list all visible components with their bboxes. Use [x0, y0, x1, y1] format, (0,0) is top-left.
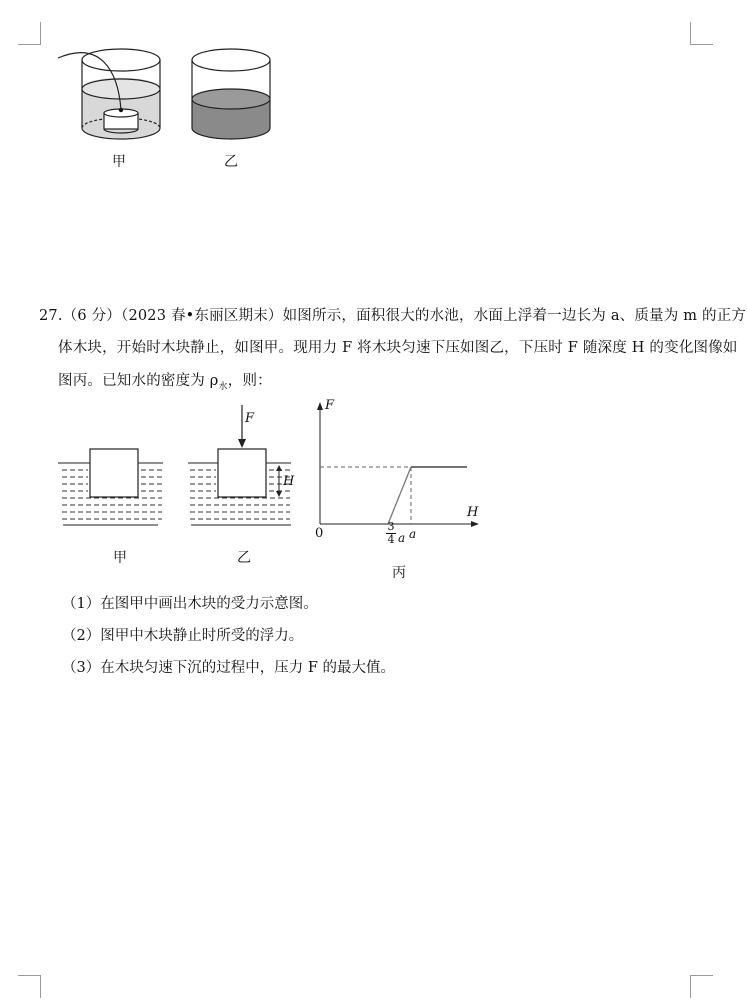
- graph-line: [388, 467, 411, 524]
- question-line-1: 27.（6 分）（2023 春•东丽区期末）如图所示，面积很大的水池，水面上浮着一边长为 a、质量为 m 的正方: [39, 308, 747, 324]
- figure-yi-label: 乙: [237, 550, 251, 566]
- subquestion-1: （1）在图甲中画出木块的受力示意图。: [62, 596, 318, 612]
- subquestion-2: （2）图甲中木块静止时所受的浮力。: [62, 628, 304, 644]
- beaker-a-label: 甲: [112, 154, 126, 170]
- question-line-2: 体木块，开始时木块静止，如图甲。现用力 F 将木块匀速下压如图乙，下压时 F 随深度 H 的变化图像如: [58, 340, 738, 356]
- force-label: F: [245, 411, 255, 426]
- corner-mark-bottom-left: [18, 975, 41, 998]
- graph-origin-label: 0: [315, 526, 324, 541]
- graph-x-label: H: [467, 505, 479, 520]
- figure-bing-graph: [315, 400, 485, 530]
- beaker-a: [58, 49, 160, 139]
- subquestion-3: （3）在木块匀速下沉的过程中，压力 F 的最大值。: [62, 660, 396, 676]
- figure-bing-label: 丙: [392, 565, 406, 581]
- figure-jia: [58, 445, 178, 525]
- fraction-variable: a: [398, 531, 406, 545]
- beaker-b-label: 乙: [224, 154, 238, 170]
- figure-jia-label: 甲: [113, 550, 127, 566]
- wood-block-b: [218, 449, 266, 497]
- graph-y-label: F: [325, 398, 335, 413]
- fraction-three-quarters: 3 4: [387, 520, 395, 546]
- depth-label: H: [283, 474, 295, 489]
- wood-block-a: [90, 449, 138, 497]
- density-subscript: 水: [218, 381, 228, 392]
- beaker-b: [192, 49, 270, 139]
- corner-mark-bottom-right: [690, 975, 713, 998]
- question-line-3: 图丙。已知水的密度为 $\rho_水$，则：: [58, 373, 272, 392]
- graph-tick-a: a: [409, 527, 417, 541]
